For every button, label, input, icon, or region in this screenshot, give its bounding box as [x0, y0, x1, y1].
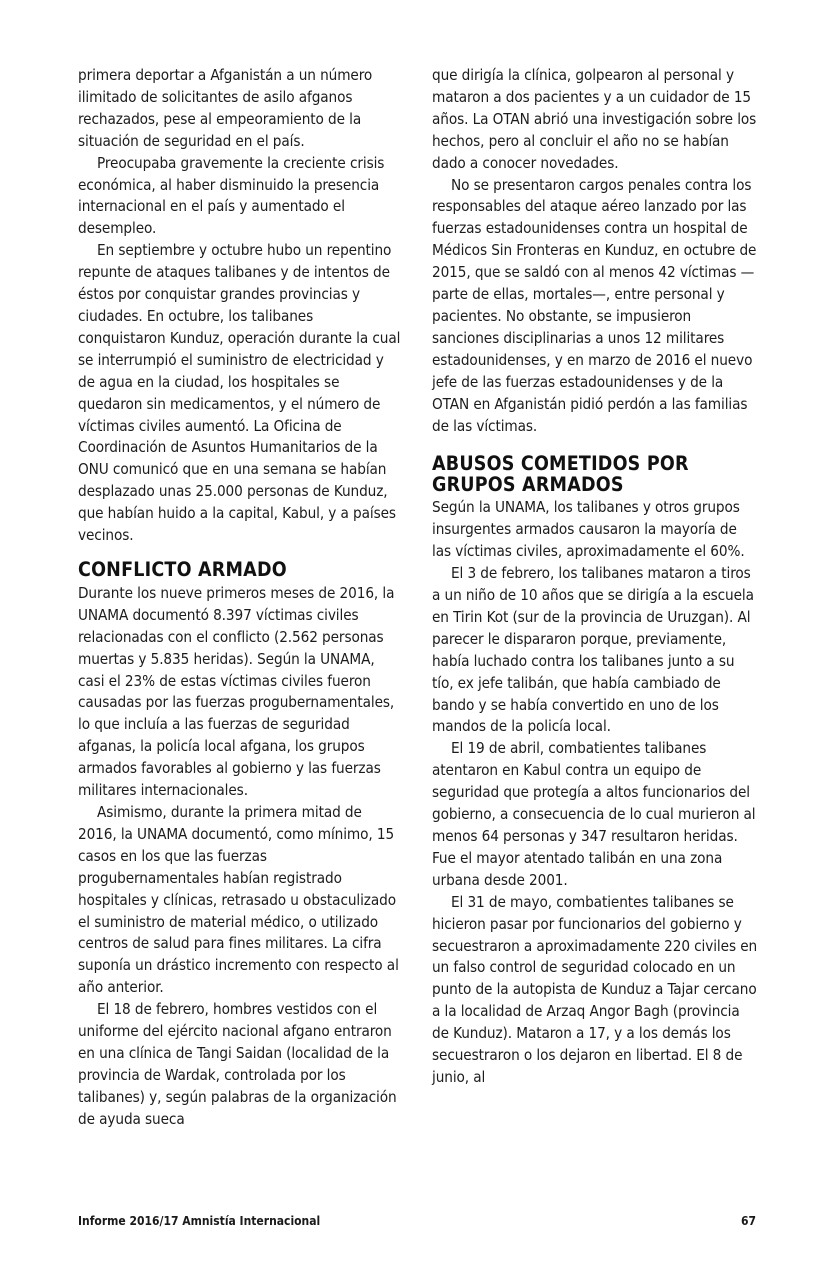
paragraph: que dirigía la clínica, golpearon al personal y mataron a dos pacientes y a un cuidador de 15 años. La OTAN abrió una investigación sobre los hechos, pero al concluir el año no se habían dado a conocer novedades.	[432, 66, 757, 172]
left-column	[78, 65, 404, 1131]
paragraph: Durante los nueve primeros meses de 2016, la UNAMA documentó 8.397 víctimas civiles relacionadas con el conflicto (2.562 personas muertas y 5.835 heridas). Según la UNAMA, casi el 23% de estas víctimas civiles fueron causadas por las fuerzas progubernamentales, lo que incluía a las fuerzas de seguridad afganas, la policía local afgana, los grupos armados favorables al gobierno y las fuerzas militares internacionales.	[78, 583, 395, 800]
paragraph: Según la UNAMA, los talibanes y otros grupos insurgentes armados causaron la mayoría de las víctimas civiles, aproximadamente el 60%.	[432, 498, 745, 561]
footer-title: Informe 2016/17 Amnistía Internacional	[78, 1214, 321, 1228]
paragraph: El 3 de febrero, los talibanes mataron a tiros a un niño de 10 años que se dirigía a la escuela en Tirin Kot (sur de la provincia de Uruzgan). Al parecer le dispararon porque, previamente, había luchado contra los talibanes junto a su tío, ex jefe talibán, que había cambiado de bando y se había convertido en uno de los mandos de la policía local.	[432, 564, 754, 736]
paragraph: En septiembre y octubre hubo un repentino repunte de ataques talibanes y de intentos de éstos por conquistar grandes provincias y ciudades. En octubre, los talibanes conquistaron Kunduz, operación durante la cual se interrumpió el suministro de electricidad y de agua en la ciudad, los hospitales se quedaron sin medicamentos, y el número de víctimas civiles aumentó. La Oficina de Coordinación de Asuntos Humanitarios de la ONU comunicó que en una semana se habían desplazado unas 25.000 personas de Kunduz, que habían huido a la capital, Kabul, y a países vecinos.	[78, 241, 401, 545]
paragraph: primera deportar a Afganistán a un número ilimitado de solicitantes de asilo afganos rechazados, pese al empeoramiento de la situación de seguridad en el país.	[78, 66, 373, 150]
paragraph: El 18 de febrero, hombres vestidos con el uniforme del ejército nacional afgano entraron en una clínica de Tangi Saidan (localidad de la provincia de Wardak, controlada por los talibanes) y, según palabras de la organización de ayuda sueca	[78, 1000, 397, 1128]
paragraph: Asimismo, durante la primera mitad de 2016, la UNAMA documentó, como mínimo, 15 casos en los que las fuerzas progubernamentales habían registrado hospitales y clínicas, retrasado u obstaculizado el suministro de material médico, o utilizado centros de salud para fines militares. La cifra suponía un drástico incremento con respecto al año anterior.	[78, 803, 399, 997]
page-number: 67	[740, 1214, 756, 1228]
paragraph: No se presentaron cargos penales contra los responsables del ataque aéreo lanzado por las fuerzas estadounidenses contra un hospital de Médicos Sin Fronteras en Kunduz, en octubre de 2015, que se saldó con al menos 42 víctimas —parte de ellas, mortales—, entre personal y pacientes. No obstante, se impusieron sanciones disciplinarias a unos 12 militares estadounidenses, y en marzo de 2016 el nuevo jefe de las fuerzas estadounidenses y de la OTAN en Afganistán pidió perdón a las familias de las víctimas.	[432, 175, 757, 435]
right-column	[432, 65, 758, 1089]
section-heading-abusos-grupos-armados: ABUSOS COMETIDOS POR GRUPOS ARMADOS	[432, 452, 689, 497]
paragraph: El 19 de abril, combatientes talibanes atentaron en Kabul contra un equipo de seguridad que protegía a altos funcionarios del gobierno, a consecuencia de lo cual murieron al menos 64 personas y 347 resultaron heridas. Fue el mayor atentado talibán en una zona urbana desde 2001.	[432, 739, 756, 889]
paragraph: Preocupaba gravemente la creciente crisis económica, al haber disminuido la presencia internacional en el país y aumentado el desempleo.	[78, 153, 385, 238]
paragraph: El 31 de mayo, combatientes talibanes se hicieron pasar por funcionarios del gobierno y secuestraron a aproximadamente 220 civiles en un falso control de seguridad colocado en un punto de la autopista de Kunduz a Tajar cercano a la localidad de Arzaq Angor Bagh (provincia de Kunduz). Mataron a 17, y a los demás los secuestraron o los dejaron en libertad. El 8 de junio, al	[432, 892, 758, 1086]
section-heading-conflicto-armado: CONFLICTO ARMADO	[78, 557, 287, 581]
